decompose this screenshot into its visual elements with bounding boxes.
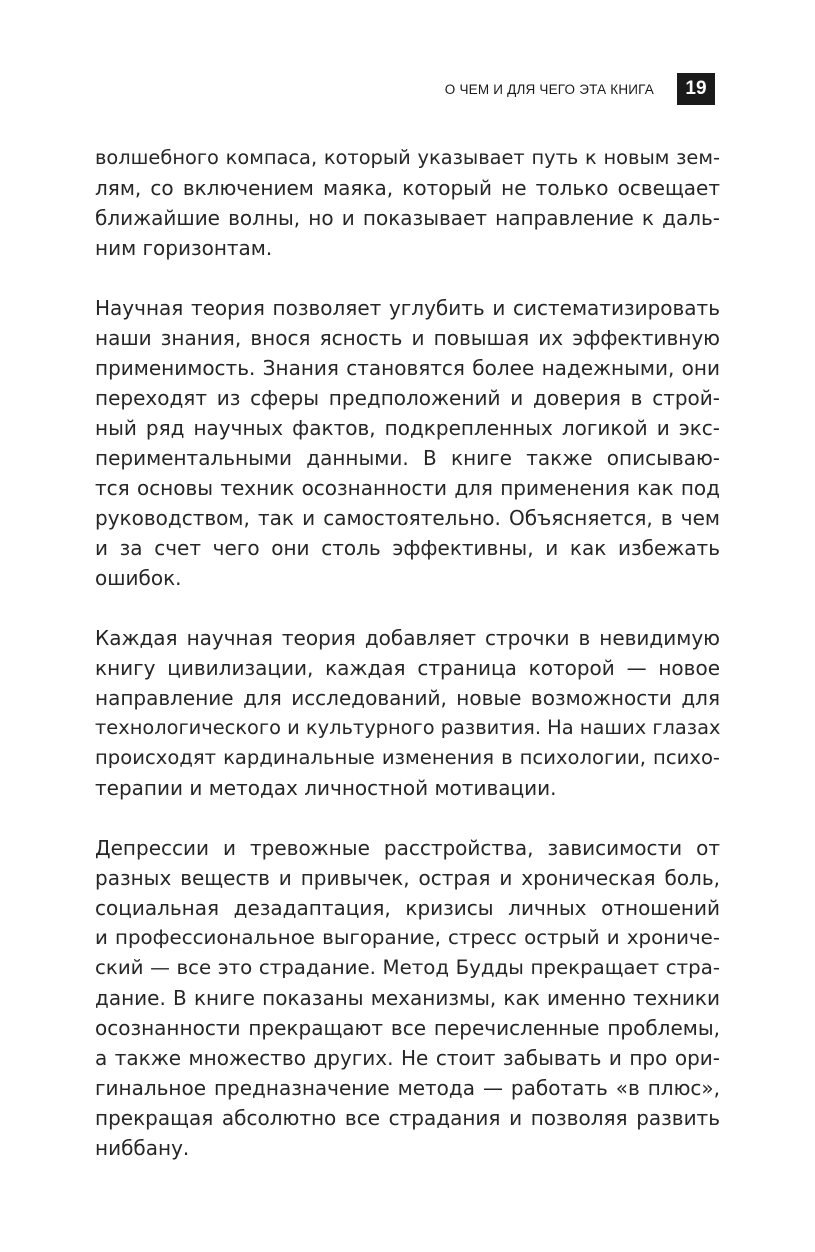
text-line: периментальными данными. В книге также описываю- [95,446,720,470]
text-line: книгу цивилизации, каждая страница которой — новое [95,656,720,680]
body-text [95,143,720,1193]
text-line: применимость. Знания становятся более надежными, они [95,356,720,380]
text-line: ский — все это страдание. Метод Будды прекращает стра- [95,956,720,979]
text-line: ниббану. [95,1136,190,1160]
text-line: ним горизонтам. [95,236,273,260]
text-line: волшебного компаса, который указывает путь к новым зем- [95,146,720,169]
text-line: ошибок. [95,566,182,590]
text-line: направление для исследований, новые возможности для [95,686,720,710]
paragraph-scientific-theory [95,293,720,593]
section-title: О ЧЕМ И ДЛЯ ЧЕГО ЭТА КНИГА [444,81,654,97]
text-line: прекращая абсолютно все страдания и позволяя развить [95,1106,720,1130]
text-line: тся основы техник осознанности для применения как под [95,476,720,500]
text-line: а также множество других. Не стоит забывать и про ори- [95,1046,720,1070]
text-line: лям, со включением маяка, который не только освещает [95,176,720,200]
running-head [445,73,715,105]
text-line: Каждая научная теория добавляет строчки в невидимую [95,626,720,650]
text-line: наши знания, внося ясность и повышая их эффективную [95,326,720,350]
text-line: терапии и методах личностной мотивации. [95,776,557,800]
text-line: разных веществ и привычек, острая и хроническая боль, [95,866,720,890]
text-line: гинальное предназначение метода — работать «в плюс», [95,1076,720,1100]
text-line: технологического и культурного развития. На наших глазах [95,716,721,739]
text-line: Депрессии и тревожные расстройства, зависимости от [95,836,720,860]
paragraph-compass [95,143,720,263]
paragraph-suffering [95,833,720,1163]
text-line: переходят из сферы предположений и доверия в строй- [95,386,720,410]
text-line: и профессиональное выгорание, стресс острый и хрониче- [95,926,720,949]
text-line: ный ряд научных фактов, подкрепленных логикой и экс- [95,416,720,440]
text-line: дание. В книге показаны механизмы, как именно техники [95,986,720,1010]
text-line: осознанности прекращают все перечисленные проблемы, [95,1016,720,1040]
text-line: социальная дезадаптация, кризисы личных отношений [95,896,720,920]
text-line: Научная теория позволяет углубить и систематизировать [95,296,720,320]
text-line: и за счет чего они столь эффективны, и как избежать [95,536,720,560]
text-line: происходят кардинальные изменения в психологии, психо- [95,746,720,769]
page-number: 19 [677,73,715,105]
text-line: руководством, так и самостоятельно. Объясняется, в чем [95,506,720,530]
text-line: ближайшие волны, но и показывает направление к даль- [95,206,720,230]
paragraph-civilization [95,623,720,803]
